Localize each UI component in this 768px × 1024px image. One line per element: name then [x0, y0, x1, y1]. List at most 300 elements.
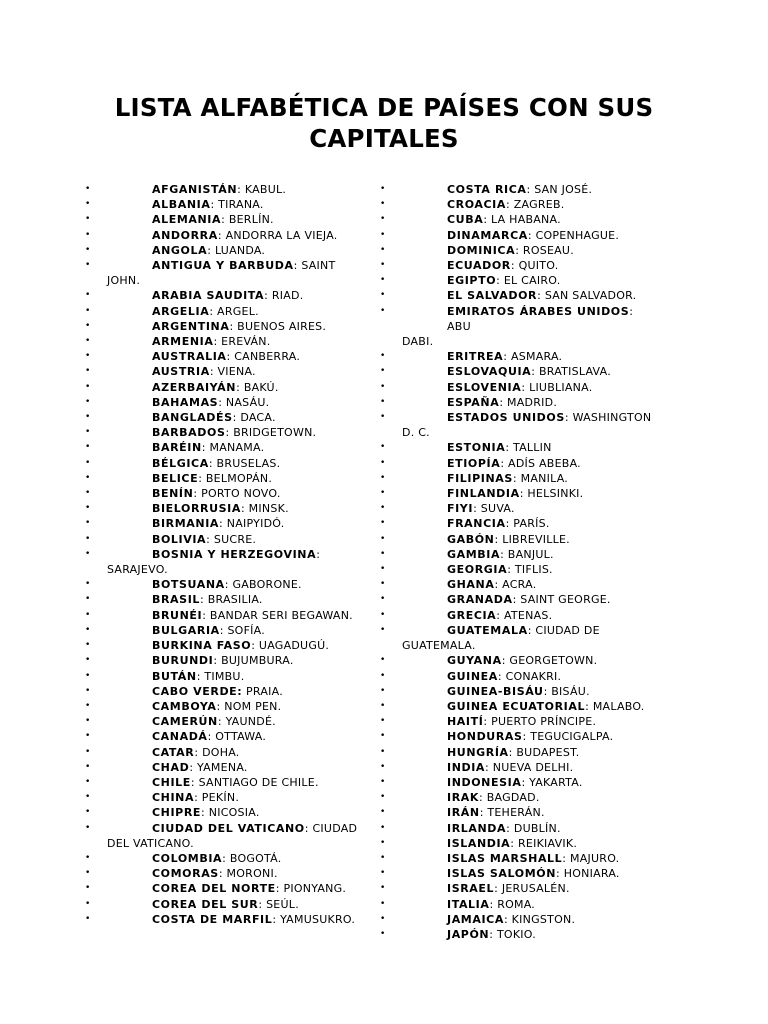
bullet-icon: • [85, 396, 91, 407]
bullet-icon: • [85, 807, 91, 818]
bullet-icon: • [380, 503, 386, 514]
country-list-item: • HONDURAS: TEGUCIGALPA. [380, 730, 614, 744]
country-name: ERITREA [447, 350, 504, 364]
title-line-2: CAPITALES [309, 124, 459, 153]
capital-name: MAJURO. [569, 851, 620, 865]
country-name: ISRAEL [447, 882, 495, 896]
capital-name: WASHINGTON [572, 411, 652, 425]
country-name: CANADÁ [152, 730, 208, 744]
bullet-icon: • [380, 928, 386, 939]
capital-name: CANBERRA. [234, 350, 301, 364]
country-list-item: • ISRAEL: JERUSALÉN. [380, 882, 570, 896]
country-list-item: • BURKINA FASO: UAGADUGÚ. [85, 639, 330, 653]
country-list-item: • BELICE: BELMOPÁN. [85, 471, 273, 485]
capital-name: TALLIN [513, 441, 552, 455]
country-name: GUINEA [447, 669, 498, 683]
country-list-item: • ISLANDIA: REIKIAVIK. [380, 836, 578, 850]
bullet-icon: • [380, 685, 386, 696]
country-list-item: • DOMINICA: ROSEAU. [380, 243, 574, 257]
country-list-item: • GUINEA ECUATORIAL: MALABO. [380, 699, 645, 713]
country-list-item: • DINAMARCA: COPENHAGUE. [380, 228, 620, 242]
country-name: BOSNIA Y HERZEGOVINA [152, 547, 317, 561]
country-list-item: • ISLAS SALOMÓN: HONIARA. [380, 867, 620, 881]
capital-name: COPENHAGUE. [535, 228, 620, 242]
country-name: ARMENIA [152, 335, 214, 349]
capital-name: LA HABANA. [491, 213, 561, 227]
country-name: ARABIA SAUDITA [152, 289, 265, 303]
country-list-item: • GRECIA: ATENAS. [380, 608, 553, 622]
country-name: COSTA RICA [447, 183, 527, 196]
document-title [0, 92, 768, 154]
country-list-item: • ESTONIA: TALLIN [380, 441, 552, 455]
capital-name: ABU [447, 319, 471, 333]
bullet-icon: • [85, 761, 91, 772]
capital-name: SAN SALVADOR. [544, 289, 637, 303]
country-list-item: • IRÁN: TEHERÁN. [380, 806, 545, 820]
capital-name: EREVÁN. [221, 335, 271, 349]
country-name: CAMBOYA [152, 699, 217, 713]
country-list-item: • BENÍN: PORTO NOVO. [85, 487, 281, 501]
capital-name-continuation: DEL VATICANO. [107, 836, 194, 850]
country-list-item: • ESLOVAQUIA: BRATISLAVA. [380, 365, 611, 379]
capital-name: SAINT [301, 259, 336, 273]
country-list-item: • BARBADOS: BRIDGETOWN. [85, 426, 317, 440]
bullet-icon: • [85, 852, 91, 863]
country-list-item: • ESPAÑA: MADRID. [380, 395, 558, 409]
bullet-icon: • [85, 488, 91, 499]
bullet-icon: • [380, 807, 386, 818]
country-list-item: • BOLIVIA: SUCRE. [85, 532, 257, 546]
capital-name: BUDAPEST. [516, 745, 580, 759]
country-list-item: • ARABIA SAUDITA: RIAD. [85, 289, 304, 303]
country-name: GUYANA [447, 654, 502, 668]
country-name: AZERBAIYÁN [152, 380, 237, 394]
country-name: CIUDAD DEL VATICANO [152, 821, 305, 835]
country-list-item: • CIUDAD DEL VATICANO: CIUDAD DEL VATICANO. [85, 821, 358, 850]
country-list-item: • INDONESIA: YAKARTA. [380, 775, 583, 789]
capital-name: TOKIO. [496, 927, 536, 941]
bullet-icon: • [85, 214, 91, 225]
bullet-icon: • [85, 290, 91, 301]
bullet-icon: • [380, 488, 386, 499]
country-list-item: • JAMAICA: KINGSTON. [380, 912, 576, 926]
bullet-icon: • [85, 792, 91, 803]
bullet-icon: • [380, 792, 386, 803]
country-name: COREA DEL NORTE [152, 882, 276, 896]
country-name: ISLAS SALOMÓN [447, 867, 556, 881]
country-list-item: • ALBANIA: TIRANA. [85, 198, 264, 212]
capital-name: TEHERÁN. [487, 806, 545, 820]
bullet-icon: • [380, 609, 386, 620]
country-list-item: • EL SALVADOR: SAN SALVADOR. [380, 289, 637, 303]
bullet-icon: • [380, 913, 386, 924]
bullet-icon: • [85, 381, 91, 392]
bullet-icon: • [380, 533, 386, 544]
capital-name: BRUSELAS. [216, 456, 281, 470]
country-name: BAHAMAS [152, 395, 219, 409]
country-list-item: • EMIRATOS ÁRABES UNIDOS: ABU DABI. [402, 304, 657, 350]
country-list-item: • GAMBIA: BANJUL. [380, 547, 554, 561]
country-name: INDIA [447, 760, 486, 774]
country-list-item: • ESLOVENIA: LIUBLIANA. [380, 380, 593, 394]
bullet-icon: • [85, 913, 91, 924]
bullet-icon: • [85, 670, 91, 681]
country-name: HAITÍ [447, 715, 484, 729]
country-list-item: • ARGELIA: ARGEL. [85, 304, 259, 318]
country-list-item: • ANGOLA: LUANDA. [85, 243, 266, 257]
capital-name: ANDORRA LA VIEJA. [225, 228, 338, 242]
bullet-icon: • [380, 776, 386, 787]
bullet-icon: • [380, 822, 386, 833]
bullet-icon: • [380, 883, 386, 894]
country-name: BUTÁN [152, 669, 197, 683]
country-name: BURKINA FASO [152, 639, 252, 653]
country-list-item: • COMORAS: MORONI. [85, 867, 278, 881]
bullet-icon: • [380, 564, 386, 575]
country-list-item: • CATAR: DOHA. [85, 745, 240, 759]
country-name: JAPÓN [447, 927, 490, 941]
capital-name: BOGOTÁ. [229, 851, 282, 865]
country-list-item: • CHINA: PEKÍN. [85, 791, 240, 805]
country-name: GUINEA ECUATORIAL [447, 699, 586, 713]
capital-name: SAINT GEORGE. [520, 593, 611, 607]
capital-name: SOFÍA. [227, 623, 265, 637]
country-list-item: • CHAD: YAMENA. [85, 760, 248, 774]
country-list-item: • ERITREA: ASMARA. [380, 350, 563, 364]
country-list-item: • BIELORRUSIA: MINSK. [85, 502, 289, 516]
capital-name: GEORGETOWN. [509, 654, 598, 668]
bullet-icon: • [380, 746, 386, 757]
bullet-icon: • [380, 184, 386, 194]
capital-name: LIUBLIANA. [529, 380, 593, 394]
country-name: ARGELIA [152, 304, 210, 318]
country-name: FILIPINAS [447, 471, 513, 485]
country-name: GRECIA [447, 608, 497, 622]
country-list-item: • HAITÍ: PUERTO PRÍNCIPE. [380, 715, 597, 729]
capital-name: ASMARA. [510, 350, 563, 364]
country-list-item: • CHIPRE: NICOSIA. [85, 806, 260, 820]
country-name: EGIPTO [447, 274, 497, 288]
bullet-icon: • [85, 548, 91, 559]
bullet-icon: • [380, 579, 386, 590]
capital-name: MINSK. [248, 502, 289, 516]
country-name: GUINEA-BISÁU [447, 684, 544, 698]
bullet-icon: • [85, 503, 91, 514]
country-name: CATAR [152, 745, 195, 759]
country-list-item: • BULGARIA: SOFÍA. [85, 623, 265, 637]
bullet-icon: • [380, 761, 386, 772]
bullet-icon: • [380, 275, 386, 286]
country-name: GAMBIA [447, 547, 501, 561]
country-name: COLOMBIA [152, 851, 223, 865]
country-name: CHAD [152, 760, 190, 774]
country-name: BELICE [152, 471, 199, 485]
country-list-item: • BANGLADÉS: DACA. [85, 411, 276, 425]
country-list-item: • HUNGRÍA: BUDAPEST. [380, 745, 580, 759]
country-list-item: • CAMBOYA: NOM PEN. [85, 699, 282, 713]
bullet-icon: • [380, 518, 386, 529]
country-name: ITALIA [447, 897, 490, 911]
country-name: ESLOVENIA [447, 380, 522, 394]
country-name: ESTONIA [447, 441, 506, 455]
bullet-icon: • [380, 548, 386, 559]
country-list-item: • AZERBAIYÁN: BAKÚ. [85, 380, 279, 394]
country-list-item: • EGIPTO: EL CAIRO. [380, 274, 561, 288]
country-list-item: • CANADÁ: OTTAWA. [85, 730, 267, 744]
bullet-icon: • [380, 396, 386, 407]
country-name: JAMAICA [447, 912, 504, 926]
capital-name: TIMBU. [204, 669, 245, 683]
bullet-icon: • [380, 305, 386, 316]
bullet-icon: • [85, 731, 91, 742]
country-list-item: • CAMERÚN: YAUNDÉ. [85, 715, 276, 729]
country-list-item: • BAHAMAS: NASÁU. [85, 395, 270, 409]
capital-name: GABORONE. [232, 578, 302, 592]
capital-name: CONAKRI. [505, 669, 562, 683]
capital-name: ATENAS. [504, 608, 553, 622]
capital-name: TIRANA. [218, 198, 264, 212]
capital-name: ROMA. [497, 897, 536, 911]
capital-name: BRATISLAVA. [538, 365, 611, 379]
country-name: BENÍN [152, 487, 194, 501]
country-name: INDONESIA [447, 775, 522, 789]
capital-name: BAGDAD. [486, 791, 540, 805]
capital-name: VIENA. [217, 365, 256, 379]
capital-name: ACRA. [502, 578, 537, 592]
country-name: CABO VERDE: [152, 684, 243, 698]
capital-name: BUJUMBURA. [221, 654, 294, 668]
country-name: ECUADOR [447, 259, 511, 273]
bullet-icon: • [85, 822, 91, 833]
country-list-item: • AUSTRIA: VIENA. [85, 365, 256, 379]
country-name: COREA DEL SUR [152, 897, 259, 911]
capital-name: QUITO. [518, 259, 559, 273]
country-name: ARGENTINA [152, 319, 230, 333]
bullet-icon: • [380, 670, 386, 681]
country-name: IRAK [447, 791, 480, 805]
bullet-icon: • [85, 199, 91, 210]
country-name: AUSTRALIA [152, 350, 227, 364]
country-list-item: • ANDORRA: ANDORRA LA VIEJA. [85, 228, 338, 242]
country-list-item: • BRUNÉI: BANDAR SERI BEGAWAN. [85, 608, 353, 622]
country-name: COSTA DE MARFIL [152, 912, 273, 926]
country-name: ETIOPÍA [447, 456, 501, 470]
capital-name: BUENOS AIRES. [237, 319, 327, 333]
capital-name: BRIDGETOWN. [233, 426, 317, 440]
bullet-icon: • [85, 244, 91, 255]
country-name: ANGOLA [152, 243, 208, 257]
bullet-icon: • [380, 366, 386, 377]
country-name: GEORGIA [447, 563, 508, 577]
capital-name: KABUL. [244, 183, 287, 196]
bullet-icon: • [380, 457, 386, 468]
bullet-icon: • [85, 427, 91, 438]
country-list-right-column [380, 182, 657, 942]
bullet-icon: • [380, 260, 386, 271]
capital-name: BANDAR SERI BEGAWAN. [209, 608, 353, 622]
bullet-icon: • [85, 351, 91, 362]
capital-name: PEKÍN. [201, 791, 240, 805]
capital-name: NUEVA DELHI. [492, 760, 574, 774]
bullet-icon: • [380, 837, 386, 848]
country-list-item: • CUBA: LA HABANA. [380, 213, 561, 227]
country-list-item: • FRANCIA: PARÍS. [380, 517, 550, 531]
bullet-icon: • [85, 366, 91, 377]
capital-name: MANILA. [520, 471, 569, 485]
capital-name: YAMENA. [197, 760, 248, 774]
bullet-icon: • [380, 624, 386, 635]
bullet-icon: • [380, 290, 386, 301]
bullet-icon: • [85, 533, 91, 544]
country-list-item: • BIRMANIA: NAIPYIDÓ. [85, 517, 285, 531]
capital-name: PORTO NOVO. [201, 487, 281, 501]
title-line-1: LISTA ALFABÉTICA DE PAÍSES CON SUS [114, 93, 654, 122]
country-name: EL SALVADOR [447, 289, 538, 303]
country-name: CROACIA [447, 198, 506, 212]
country-list-item: • BOTSUANA: GABORONE. [85, 578, 302, 592]
capital-name-continuation: GUATEMALA. [402, 639, 476, 653]
capital-name: PARÍS. [513, 517, 550, 531]
country-name: FIYI [447, 502, 474, 516]
capital-name: MANAMA. [209, 441, 265, 455]
country-name: CHILE [152, 775, 191, 789]
country-list-item: • BUTÁN: TIMBU. [85, 669, 245, 683]
bullet-icon: • [85, 624, 91, 635]
bullet-icon: • [380, 700, 386, 711]
bullet-icon: • [85, 746, 91, 757]
bullet-icon: • [380, 244, 386, 255]
capital-name: CIUDAD [312, 821, 358, 835]
country-name: EMIRATOS ÁRABES UNIDOS [447, 304, 630, 318]
bullet-icon: • [85, 868, 91, 879]
bullet-icon: • [380, 351, 386, 362]
country-name: BIELORRUSIA [152, 502, 241, 516]
capital-name: SEÚL. [266, 897, 299, 911]
country-name: GHANA [447, 578, 495, 592]
country-name: BURUNDI [152, 654, 214, 668]
country-list-item: • GABÓN: LIBREVILLE. [380, 532, 570, 546]
country-name: BRASIL [152, 593, 200, 607]
country-name: IRLANDA [447, 821, 507, 835]
bullet-icon: • [85, 412, 91, 423]
capital-name: ADÍS ABEBA. [508, 456, 581, 470]
bullet-icon: • [380, 472, 386, 483]
capital-name: BERLÍN. [228, 213, 274, 227]
country-list-item: • ALEMANIA: BERLÍN. [85, 213, 274, 227]
bullet-icon: • [85, 716, 91, 727]
country-name: BRUNÉI [152, 608, 203, 622]
capital-name: HONIARA. [563, 867, 620, 881]
bullet-icon: • [85, 579, 91, 590]
country-name: FINLANDIA [447, 487, 520, 501]
country-name: IRÁN [447, 806, 480, 820]
bullet-icon: • [85, 685, 91, 696]
country-name: ALBANIA [152, 198, 211, 212]
country-name: ALEMANIA [152, 213, 222, 227]
bullet-icon: • [380, 214, 386, 225]
country-name: DOMINICA [447, 243, 516, 257]
capital-name: OTTAWA. [215, 730, 267, 744]
country-name: GRANADA [447, 593, 513, 607]
bullet-icon: • [85, 442, 91, 453]
capital-name-continuation: D. C. [402, 426, 430, 440]
bullet-icon: • [85, 776, 91, 787]
country-list-item: • AUSTRALIA: CANBERRA. [85, 350, 301, 364]
country-name: ESPAÑA [447, 395, 500, 409]
country-list-item: • ISLAS MARSHALL: MAJURO. [380, 851, 620, 865]
capital-name-continuation: SARAJEVO. [107, 563, 168, 577]
country-list-item: • GUYANA: GEORGETOWN. [380, 654, 598, 668]
bullet-icon: • [380, 229, 386, 240]
country-list-item: • GEORGIA: TIFLIS. [380, 563, 553, 577]
country-list-item: • FINLANDIA: HELSINKI. [380, 487, 584, 501]
capital-name: EL CAIRO. [503, 274, 561, 288]
capital-name: SUVA. [480, 502, 515, 516]
capital-name: TIFLIS. [514, 563, 553, 577]
bullet-icon: • [85, 700, 91, 711]
capital-name: REIKIAVIK. [517, 836, 578, 850]
country-list-item: • ETIOPÍA: ADÍS ABEBA. [380, 456, 581, 470]
country-list-item: • FILIPINAS: MANILA. [380, 471, 569, 485]
bullet-icon: • [85, 518, 91, 529]
capital-name: ROSEAU. [522, 243, 574, 257]
country-name: BANGLADÉS [152, 411, 233, 425]
country-name: ISLANDIA [447, 836, 511, 850]
country-name: GABÓN [447, 532, 495, 546]
bullet-icon: • [85, 655, 91, 666]
country-name: FRANCIA [447, 517, 506, 531]
bullet-icon: • [85, 898, 91, 909]
bullet-icon: • [85, 320, 91, 331]
country-name: HONDURAS [447, 730, 523, 744]
country-list-item: • ESTADOS UNIDOS: WASHINGTON D. C. [402, 410, 657, 440]
bullet-icon: • [380, 731, 386, 742]
country-name: BIRMANIA [152, 517, 220, 531]
capital-name: UAGADUGÚ. [258, 639, 330, 653]
bullet-icon: • [85, 184, 91, 194]
capital-name: LIBREVILLE. [502, 532, 570, 546]
country-list-item: • BOSNIA Y HERZEGOVINA: SARAJEVO. [107, 547, 359, 577]
country-list-item: • GUINEA: CONAKRI. [380, 669, 562, 683]
country-name: CAMERÚN [152, 715, 218, 729]
capital-name: HELSINKI. [527, 487, 584, 501]
country-name: BULGARIA [152, 623, 220, 637]
country-list-item: • COSTA RICA: SAN JOSÉ. [380, 183, 593, 196]
country-name: DINAMARCA [447, 228, 528, 242]
country-name: AUSTRIA [152, 365, 210, 379]
capital-name: BELMOPÁN. [205, 471, 273, 485]
capital-name-continuation: JOHN. [107, 274, 141, 288]
country-list-item: • CHILE: SANTIAGO DE CHILE. [85, 775, 319, 789]
capital-name: ZAGREB. [513, 198, 565, 212]
capital-name: MORONI. [226, 867, 278, 881]
country-name: ANDORRA [152, 228, 218, 242]
country-name: COMORAS [152, 867, 219, 881]
country-name: CHIPRE [152, 806, 202, 820]
country-name: CHINA [152, 791, 195, 805]
capital-name: ARGEL. [217, 304, 259, 318]
capital-name: PRAIA. [246, 684, 283, 698]
country-list-item: • GUATEMALA: CIUDAD DE GUATEMALA. [402, 623, 657, 653]
capital-name: JERUSALÉN. [501, 882, 570, 896]
country-list-item: • ARGENTINA: BUENOS AIRES. [85, 319, 327, 333]
capital-name: BANJUL. [507, 547, 554, 561]
capital-name: SUCRE. [213, 532, 257, 546]
country-name: BÉLGICA [152, 456, 209, 470]
capital-name: YAUNDÉ. [225, 715, 276, 729]
country-list-item: • BÉLGICA: BRUSELAS. [85, 456, 281, 470]
country-list-item: • ARMENIA: EREVÁN. [85, 335, 271, 349]
